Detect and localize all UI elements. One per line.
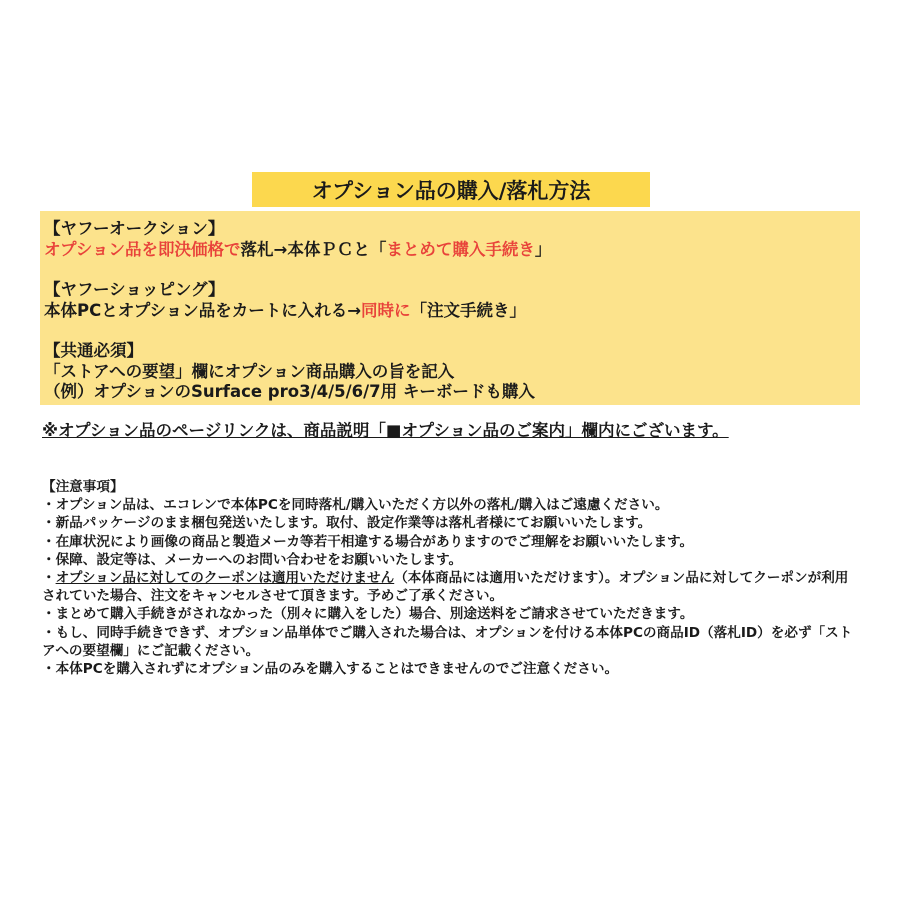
instruction-text: 落札→本体ＰＣと「 xyxy=(240,239,387,259)
note-item: ・在庫状況により画像の商品と製造メーカ等若干相違する場合がありますのでご理解をお願いいたします。 xyxy=(42,533,694,550)
notes-section xyxy=(42,478,860,678)
note-item: ・保障、設定等は、メーカーへのお問い合わせをお願いいたします。 xyxy=(42,551,463,568)
note-item: ・まとめて購入手続きがされなかった（別々に購入をした）場合、別途送料をご請求させていただきます。 xyxy=(42,606,694,623)
yahoo-shopping-heading: 【ヤフーショッピング】 xyxy=(44,280,225,299)
note-item: ・新品パッケージのまま梱包発送いたします。取付、設定作業等は落札者様にてお願いいたします。 xyxy=(42,515,652,532)
highlight-text: 同時に xyxy=(361,300,411,320)
notes-heading: 【注意事項】 xyxy=(42,479,124,495)
common-line-2: （例）オプションのSurface pro3/4/5/6/7用 キーボードも購入 xyxy=(44,382,535,401)
purchase-method-panel xyxy=(40,211,860,405)
common-line-1: 「ストアへの要望」欄にオプション商品購入の旨を記入 xyxy=(44,361,455,381)
highlight-text: まとめて購入手続き xyxy=(386,239,535,259)
yahoo-shopping-instruction xyxy=(44,301,860,322)
bullet: ・ xyxy=(42,570,56,587)
yahoo-auction-instruction xyxy=(44,240,860,261)
instruction-text: 本体PCとオプション品をカートに入れる→ xyxy=(44,300,362,320)
note-item: ・オプション品は、エコレンで本体PCを同時落札/購入いただく方以外の落札/購入はご遠慮ください。 xyxy=(42,497,669,514)
page-title: オプション品の購入/落札方法 xyxy=(252,172,650,207)
coupon-warning: オプション品に対してのクーポンは適用いただけません xyxy=(55,570,395,587)
note-item: ・本体PCを購入されずにオプション品のみを購入することはできませんのでご注意ください。 xyxy=(42,661,619,678)
highlight-text: オプション品を即決価格で xyxy=(44,239,241,259)
yahoo-auction-heading: 【ヤフーオークション】 xyxy=(44,219,225,238)
note-item: ・もし、同時手続きできず、オプション品単体でご購入された場合は、オプションを付ける本体PCの商品ID（落札ID）を必ず「ストアへの要望欄」にご記載ください。 xyxy=(42,624,853,659)
instruction-text: 」 xyxy=(534,239,552,259)
option-page-link-note: ※オプション品のページリンクは、商品説明「■オプション品のご案内」欄内にございます。 xyxy=(42,421,729,440)
instruction-text: 「注文手続き」 xyxy=(410,300,527,320)
coupon-detail: （本体商品には適用いただけます）。オプション品に対してクーポンが利用されていた場合、注文をキャンセルさせて頂きます。予めご了承ください。 xyxy=(42,570,849,605)
common-heading: 【共通必須】 xyxy=(44,341,143,360)
note-item-coupon xyxy=(42,569,860,605)
